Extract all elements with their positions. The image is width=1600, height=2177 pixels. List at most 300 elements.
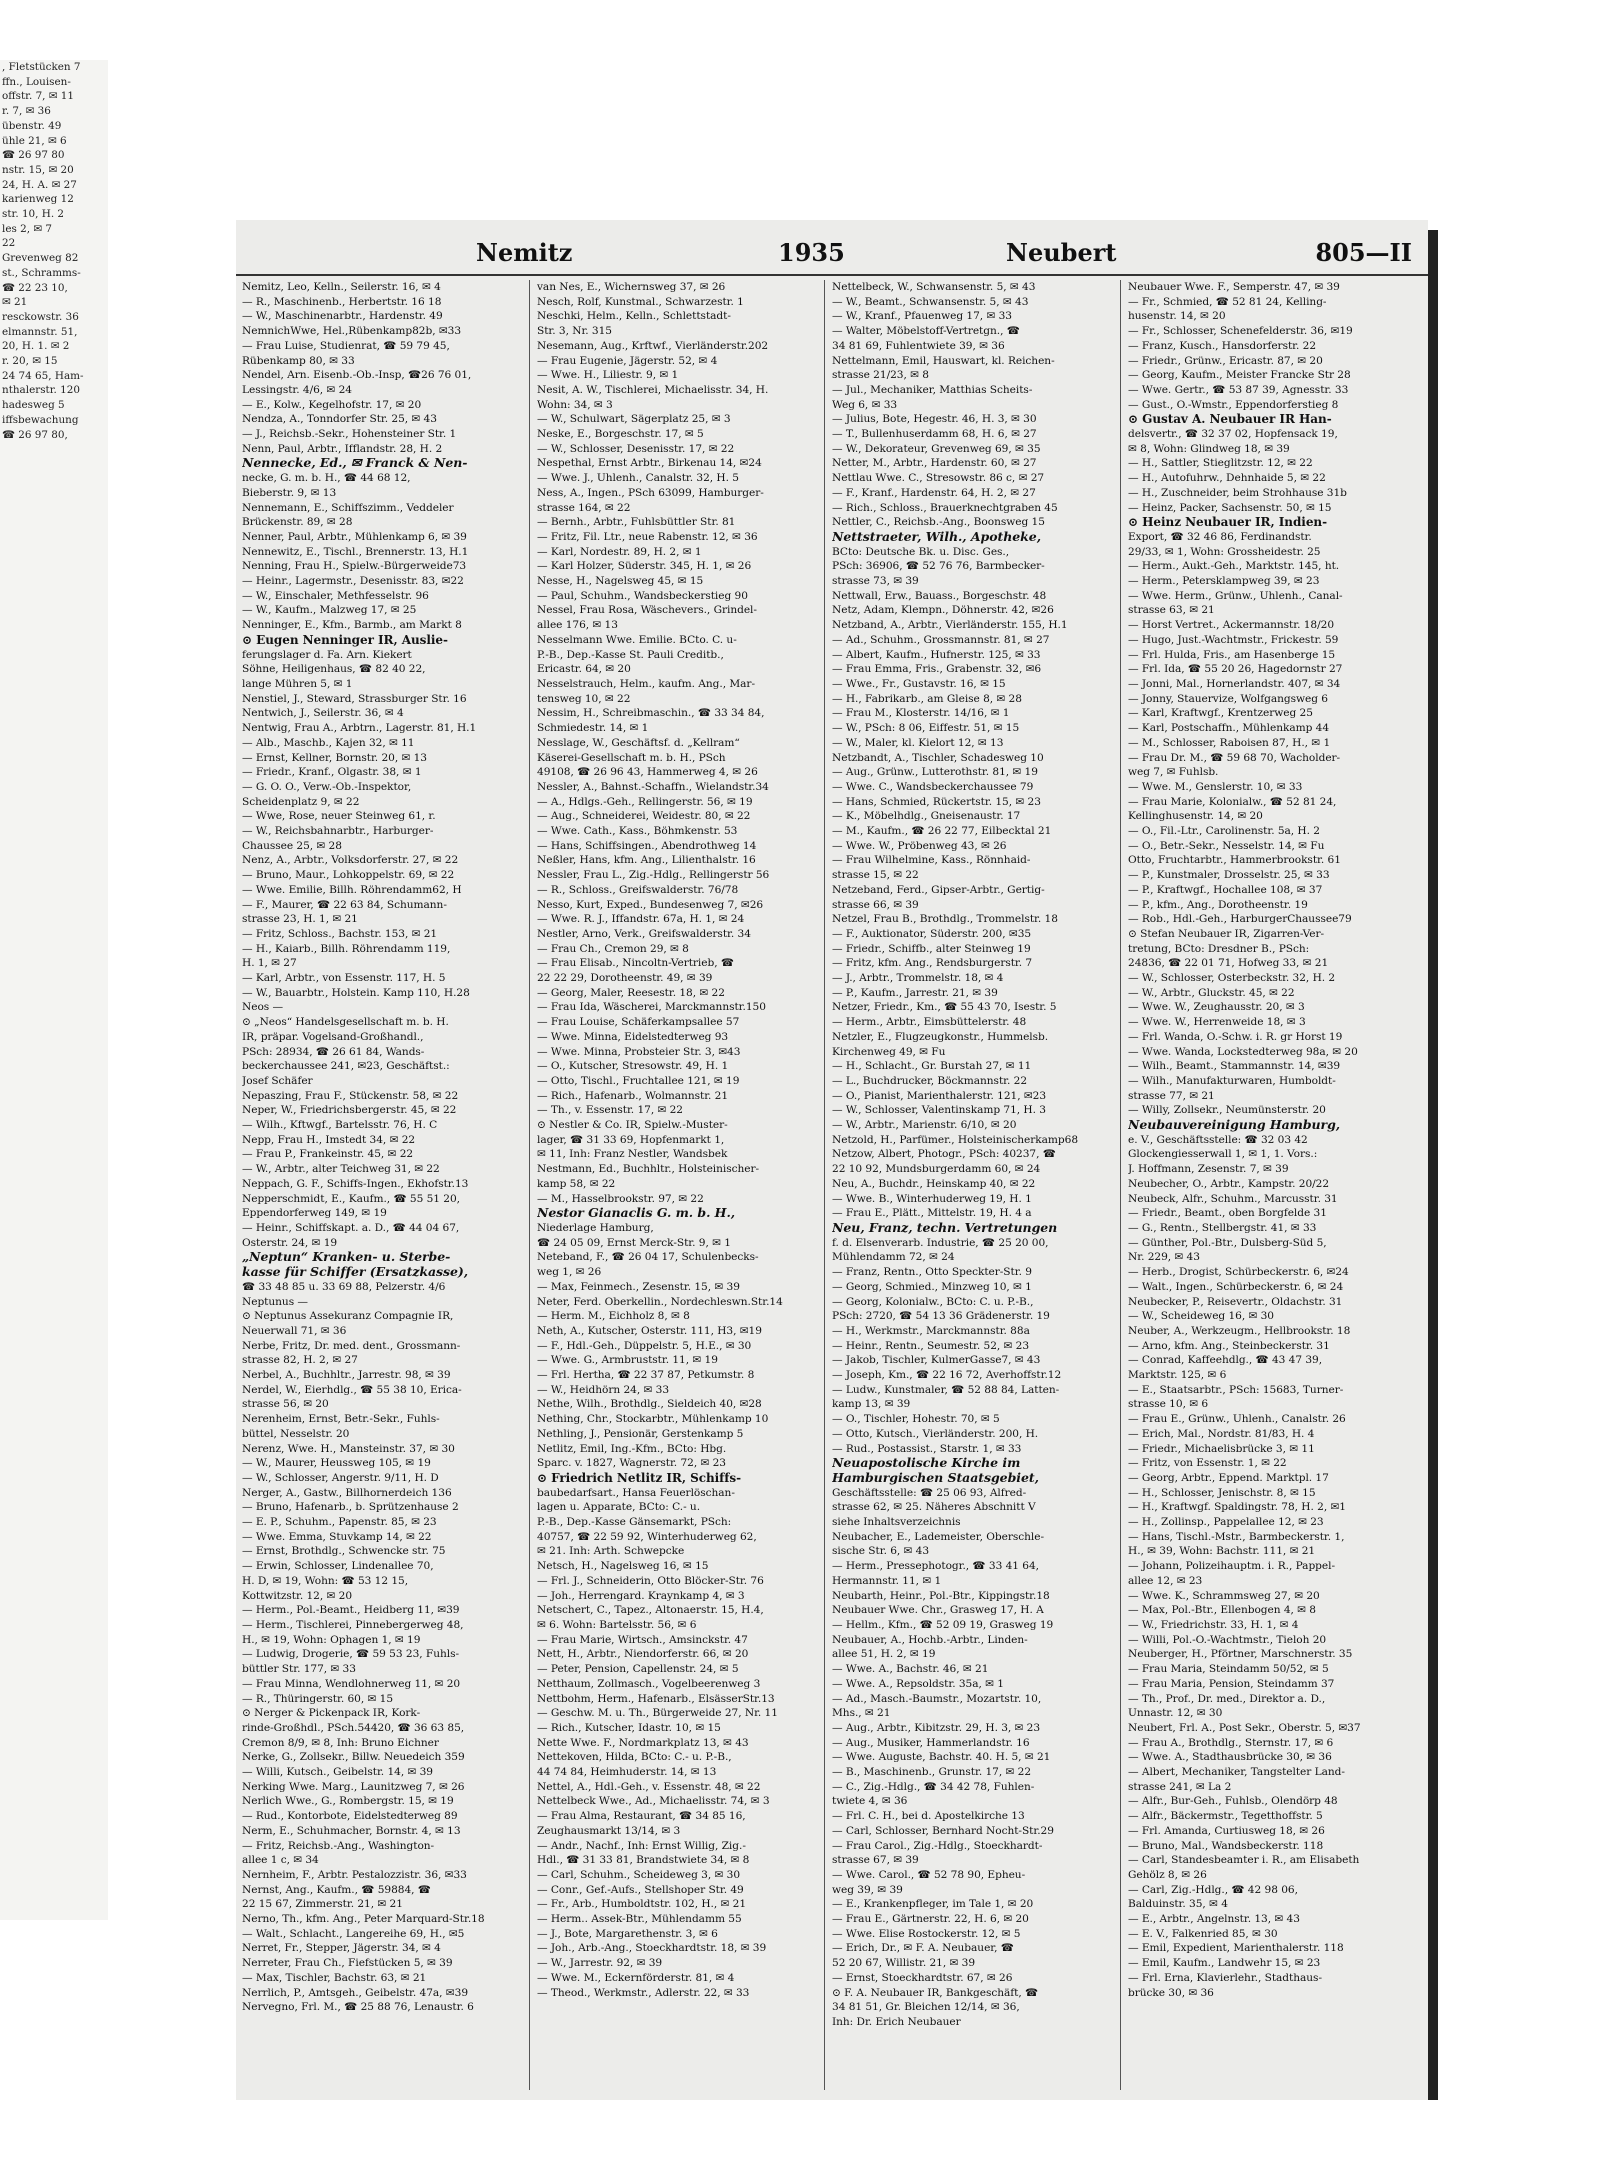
directory-entry: Nernst, Ang., Kaufm., ☎ 59884, ☎ [242, 1883, 431, 1896]
directory-entry: P.-B., Dep.-Kasse St. Pauli Creditb., [537, 648, 724, 661]
directory-entry: — Hans, Schmied, Rückertstr. 15, ✉ 23 [832, 795, 1041, 808]
directory-entry: — Aug., Arbtr., Kibitzstr. 29, H. 3, ✉ 23 [832, 1721, 1041, 1734]
directory-entry: — W., Friedrichstr. 33, H. 1, ✉ 4 [1128, 1618, 1299, 1631]
directory-entry: Inh: Dr. Erich Neubauer [832, 2015, 961, 2028]
directory-entry: — Fritz, von Essenstr. 1, ✉ 22 [1128, 1457, 1287, 1470]
directory-entry: sische Str. 6, ✉ 43 [832, 1545, 930, 1558]
directory-entry: Nessel, Frau Rosa, Wäschevers., Grindel- [537, 604, 757, 617]
directory-entry: — Jonni, Mal., Hornerlandstr. 407, ✉ 34 [1128, 677, 1341, 690]
directory-entry: Nennemann, E., Schiffszimm., Veddeler [242, 501, 454, 514]
directory-entry: — Herm., Tischlerei, Pinnebergerweg 48, [242, 1618, 464, 1631]
directory-entry: — Karl, Nordestr. 89, H. 2, ✉ 1 [537, 545, 702, 558]
directory-entry: — Wwe. G., Armbruststr. 11, ✉ 19 [537, 1354, 718, 1367]
directory-entry: Neth, A., Kutscher, Osterstr. 111, H3, ✉19 [537, 1324, 762, 1337]
directory-entry: — Frau Maria, Pension, Steindamm 37 [1128, 1677, 1335, 1690]
directory-entry: — Fritz, Reichsb.-Ang., Washington- [242, 1839, 435, 1852]
directory-entry: — Max, Feinmech., Zesenstr. 15, ✉ 39 [537, 1280, 740, 1293]
directory-entry: tensweg 10, ✉ 22 [537, 692, 631, 705]
directory-entry: — Frau Ida, Wäscherei, Marckmannstr.150 [537, 1001, 766, 1014]
directory-entry: P.-B., Dep.-Kasse Gänsemarkt, PSch: [537, 1516, 732, 1529]
directory-entry: — H., Zollinsp., Pappelallee 12, ✉ 23 [1128, 1516, 1324, 1529]
directory-entry: — Georg, Kaufm., Meister Francke Str 28 [1128, 369, 1351, 382]
columns [236, 280, 1428, 2090]
directory-entry: Neubert, Frl. A., Post Sekr., Oberstr. 5, ✉37 [1128, 1721, 1361, 1734]
directory-entry: — Frau Dr. M., ☎ 59 68 70, Wacholder- [1128, 751, 1341, 764]
directory-entry: — Erich, Mal., Nordstr. 81/83, H. 4 [1128, 1427, 1315, 1440]
directory-entry: — H., Schlacht., Gr. Burstah 27, ✉ 11 [832, 1060, 1032, 1073]
edge-line: resckowstr. 36 [2, 310, 79, 323]
edge-line: ✉ 21 [2, 296, 28, 309]
directory-entry: Marktstr. 125, ✉ 6 [1128, 1369, 1227, 1382]
directory-entry: strasse 164, ✉ 22 [537, 501, 631, 514]
directory-entry: — Frl. C. H., bei d. Apostelkirche 13 [832, 1810, 1025, 1823]
directory-entry: Nestmann, Ed., Buchhltr., Holsteinischer- [537, 1163, 760, 1176]
edge-line: les 2, ✉ 7 [2, 222, 52, 235]
directory-entry: Nerno, Th., kfm. Ang., Peter Marquard-Str.18 [242, 1913, 485, 1926]
directory-entry: — Ludw., Kunstmaler, ☎ 52 88 84, Latten- [832, 1383, 1060, 1396]
directory-entry: — Frau E., Grünw., Uhlenh., Canalstr. 26 [1128, 1413, 1346, 1426]
directory-entry: — Wwe. Minna, Probsteier Str. 3, ✉43 [537, 1045, 741, 1058]
directory-entry: Netzler, E., Flugzeugkonstr., Hummelsb. [832, 1030, 1049, 1043]
directory-entry: Nentwig, Frau A., Arbtrn., Lagerstr. 81, H.1 [242, 722, 477, 735]
directory-entry: — Wwe. W., Pröbenweg 43, ✉ 26 [832, 839, 1007, 852]
directory-entry: — R., Maschinenb., Herbertstr. 16 18 [242, 295, 442, 308]
directory-entry: Nesslage, W., Geschäftsf. d. „Kellram“ [537, 736, 740, 749]
directory-entry: — Carl, Schuhm., Scheideweg 3, ✉ 30 [537, 1868, 741, 1881]
directory-entry: — Frau Alma, Restaurant, ☎ 34 85 16, [537, 1810, 746, 1823]
directory-entry: — Carl, Schlosser, Bernhard Nocht-Str.29 [832, 1824, 1054, 1837]
column-4 [1128, 280, 1406, 2090]
directory-entry: — Frau P., Frankeinstr. 45, ✉ 22 [242, 1148, 414, 1161]
directory-entry: ⊙ Heinz Neubauer IR, Indien- [1128, 515, 1328, 530]
directory-entry: Neu, A., Buchdr., Heinskamp 40, ✉ 22 [832, 1177, 1036, 1190]
directory-entry: Geschäftsstelle: ☎ 25 06 93, Alfred- [832, 1486, 1027, 1499]
directory-entry: — H., Autofuhrw., Dehnhaide 5, ✉ 22 [1128, 472, 1326, 485]
directory-entry: — Frau Wilhelmine, Kass., Rönnhaid- [832, 854, 1031, 867]
directory-entry: ⊙ „Neos“ Handelsgesellschaft m. b. H. [242, 1016, 449, 1029]
directory-entry: — Frl. Wanda, O.-Schw. i. R. gr Horst 19 [1128, 1030, 1343, 1043]
directory-entry: Nenz, A., Arbtr., Volksdorferstr. 27, ✉ 22 [242, 854, 459, 867]
directory-entry: — Frl. J., Schneiderin, Otto Blöcker-Str. 76 [537, 1574, 764, 1587]
directory-entry: — Wwe. Emilie, Billh. Röhrendamm62, H [242, 883, 462, 896]
directory-entry: — Friedr., Michaelisbrücke 3, ✉ 11 [1128, 1442, 1315, 1455]
edge-line: 20, H. 1. ✉ 2 [2, 340, 70, 353]
directory-entry: — Karl, Arbtr., von Essenstr. 117, H. 5 [242, 972, 446, 985]
directory-entry: Eppendorferweg 149, ✉ 19 [242, 1207, 387, 1220]
directory-entry: — Wilh., Manufakturwaren, Humboldt- [1128, 1074, 1336, 1087]
directory-entry: Nestler, Arno, Verk., Greifswalderstr. 34 [537, 927, 751, 940]
directory-entry: — W., Bauarbtr., Holstein. Kamp 110, H.28 [242, 986, 470, 999]
directory-entry: — Rich., Schloss., Brauerknechtgraben 45 [832, 501, 1058, 514]
directory-entry: strasse 66, ✉ 39 [832, 898, 919, 911]
directory-entry: 34 81 51, Gr. Bleichen 12/14, ✉ 36, [832, 2001, 1020, 2014]
directory-entry: strasse 63, ✉ 21 [1128, 604, 1215, 617]
directory-entry: husenstr. 14, ✉ 20 [1128, 310, 1226, 323]
directory-entry: H., ✉ 39, Wohn: Bachstr. 111, ✉ 21 [1128, 1545, 1316, 1558]
edge-line: ühle 21, ✉ 6 [2, 134, 67, 147]
directory-entry: — Andr., Nachf., Inh: Ernst Willig, Zig.- [537, 1839, 746, 1852]
directory-entry: — Wwe. R. J., Iffandstr. 67a, H. 1, ✉ 24 [537, 913, 745, 926]
directory-entry: Nesemann, Aug., Krftwf., Vierländerstr.202 [537, 339, 769, 352]
directory-entry: — Max, Tischler, Bachstr. 63, ✉ 21 [242, 1971, 427, 1984]
directory-entry: „Neptun“ Kranken- u. Sterbe- [242, 1250, 451, 1265]
directory-entry: 29/33, ✉ 1, Wohn: Grossheidestr. 25 [1128, 545, 1321, 558]
directory-entry: — Ernst, Brothdlg., Schwencke str. 75 [242, 1545, 446, 1558]
directory-entry: Neos — [242, 1001, 284, 1014]
directory-entry: — Erwin, Schlosser, Lindenallee 70, [242, 1560, 434, 1573]
directory-entry: — Ernst, Stoeckhardtstr. 67, ✉ 26 [832, 1971, 1013, 1984]
edge-line: 22 [2, 237, 16, 250]
directory-entry: kasse für Schiffer (Ersatzkasse), [242, 1265, 469, 1280]
directory-entry: — Herm., Pol.-Beamt., Heidberg 11, ✉39 [242, 1604, 460, 1617]
directory-entry: ✉ 11, Inh: Franz Nestler, Wandsbek [537, 1148, 728, 1161]
directory-entry: Nerenheim, Ernst, Betr.-Sekr., Fuhls- [242, 1413, 440, 1426]
directory-entry: — P., kfm., Ang., Dorotheenstr. 19 [1128, 898, 1308, 911]
header-year: 1935 [778, 238, 845, 267]
directory-entry: — H., Sattler, Stieglitzstr. 12, ✉ 22 [1128, 457, 1313, 470]
directory-entry: Nettelbeck, W., Schwansenstr. 5, ✉ 43 [832, 281, 1036, 293]
directory-entry: Nerlich Wwe., G., Rombergstr. 15, ✉ 19 [242, 1795, 454, 1808]
directory-entry: — G., Rentn., Stellbergstr. 41, ✉ 33 [1128, 1222, 1317, 1234]
directory-entry: — Conr., Gef.-Aufs., Stellshoper Str. 49 [537, 1883, 744, 1896]
directory-entry: Netz, Adam, Klempn., Döhnerstr. 42, ✉26 [832, 604, 1054, 617]
edge-line: elmannstr. 51, [2, 325, 78, 338]
directory-entry: — H., Zuschneider, beim Strohhause 31b [1128, 486, 1347, 499]
directory-entry: büttel, Nesselstr. 20 [242, 1427, 350, 1440]
directory-entry: — Albert, Kaufm., Hufnerstr. 125, ✉ 33 [832, 648, 1041, 661]
directory-entry: Netlitz, Emil, Ing.-Kfm., BCto: Hbg. [537, 1442, 727, 1455]
directory-entry: Neubecker, P., Reisevertr., Oldachstr. 31 [1128, 1295, 1343, 1308]
directory-entry: Nerke, G., Zollsekr., Billw. Neuedeich 359 [242, 1751, 465, 1764]
directory-entry: — H., Fabrikarb., am Gleise 8, ✉ 28 [832, 692, 1022, 705]
directory-entry: lange Mühren 5, ✉ 1 [242, 677, 353, 690]
directory-entry: — Aug., Schneiderei, Weidestr. 80, ✉ 22 [537, 810, 751, 823]
directory-entry: Netzow, Albert, Photogr., PSch: 40237, ☎ [832, 1148, 1056, 1161]
directory-entry: Osterstr. 24, ✉ 19 [242, 1236, 338, 1249]
directory-entry: Netter, M., Arbtr., Hardenstr. 60, ✉ 27 [832, 457, 1037, 470]
directory-entry: Netzeband, Ferd., Gipser-Arbtr., Gertig- [832, 883, 1045, 896]
directory-entry: tretung, BCto: Dresdner B., PSch: [1128, 942, 1310, 955]
directory-entry: — E., Staatsarbtr., PSch: 15683, Turner- [1128, 1383, 1344, 1396]
directory-entry: Nemitz, Leo, Kelln., Seilerstr. 16, ✉ 4 [242, 281, 441, 293]
directory-entry: — A., Hdlgs.-Geh., Rellingerstr. 56, ✉ 19 [537, 795, 753, 808]
directory-entry: — Willy, Zollsekr., Neumünsterstr. 20 [1128, 1104, 1326, 1117]
directory-entry: strasse 56, ✉ 20 [242, 1398, 329, 1411]
directory-entry: — J., Reichsb.-Sekr., Hohensteiner Str. 1 [242, 428, 457, 441]
directory-entry: — Frau Marie, Wirtsch., Amsinckstr. 47 [537, 1633, 748, 1646]
directory-entry: — Joh., Arb.-Ang., Stoeckhardtstr. 18, ✉ 39 [537, 1942, 767, 1955]
directory-entry: Nett, H., Arbtr., Niendorferstr. 66, ✉ 20 [537, 1648, 749, 1661]
directory-entry: — Heinr., Rentn., Seumestr. 52, ✉ 23 [832, 1339, 1030, 1352]
directory-entry: büttler Str. 177, ✉ 33 [242, 1663, 356, 1676]
directory-entry: — Frl. Hulda, Fris., am Hasenberge 15 [1128, 648, 1336, 661]
directory-entry: — Albert, Mechaniker, Tangstelter Land- [1128, 1766, 1345, 1779]
directory-page [236, 220, 1428, 2100]
directory-entry: — L., Buchdrucker, Böckmannstr. 22 [832, 1074, 1028, 1087]
directory-entry: 44 74 84, Heimhuderstr. 14, ✉ 13 [537, 1766, 717, 1779]
directory-entry: — Ernst, Kellner, Bornstr. 20, ✉ 13 [242, 751, 427, 764]
directory-entry: — Frau Ch., Cremon 29, ✉ 8 [537, 942, 689, 955]
directory-entry: — E., Arbtr., Angelnstr. 13, ✉ 43 [1128, 1913, 1300, 1926]
directory-entry: Nenn, Paul, Arbtr., Ifflandstr. 28, H. 2 [242, 442, 443, 455]
directory-entry: — Wwe. C., Wandsbeckerchaussee 79 [832, 780, 1034, 793]
directory-entry: Neubecher, O., Arbtr., Kampstr. 20/22 [1128, 1177, 1330, 1190]
directory-entry: H. D, ✉ 19, Wohn: ☎ 53 12 15, [242, 1574, 409, 1587]
directory-entry: — Carl, Zig.-Hdlg., ☎ 42 98 06, [1128, 1883, 1298, 1896]
directory-entry: — W., Schlosser, Valentinskamp 71, H. 3 [832, 1104, 1046, 1117]
directory-entry: beckerchaussee 241, ✉23, Geschäftst.: [242, 1060, 450, 1073]
directory-entry: Cremon 8/9, ✉ 8, Inh: Bruno Eichner [242, 1736, 439, 1749]
directory-entry: Neter, Ferd. Oberkellin., Nordechleswn.Str.14 [537, 1295, 783, 1308]
directory-entry: — H., Kraftwgf. Spaldingstr. 78, H. 2, ✉1 [1128, 1501, 1346, 1514]
directory-entry: Scheidenplatz 9, ✉ 22 [242, 795, 360, 808]
directory-entry: Str. 3, Nr. 315 [537, 325, 612, 338]
directory-entry: — Alfr., Bur-Geh., Fuhlsb., Olendörp 48 [1128, 1795, 1338, 1808]
directory-entry: — Heinr., Lagermstr., Desenisstr. 83, ✉22 [242, 575, 464, 588]
directory-entry: Nethling, J., Pensionär, Gerstenkamp 5 [537, 1427, 744, 1440]
directory-entry: — Wwe. Herm., Grünw., Uhlenh., Canal- [1128, 589, 1343, 602]
directory-entry: Neske, E., Borgeschstr. 17, ✉ 5 [537, 428, 704, 441]
directory-entry: — J., Arbtr., Trommelstr. 18, ✉ 4 [832, 972, 1004, 985]
directory-entry: rinde-Großhdl., PSch.54420, ☎ 36 63 85, [242, 1721, 465, 1734]
directory-entry: — Wwe. M., Genslerstr. 10, ✉ 33 [1128, 780, 1303, 793]
directory-entry: — Wwe. M., Eckernförderstr. 81, ✉ 4 [537, 1971, 735, 1984]
directory-entry: — Franz, Kusch., Hansdorferstr. 22 [1128, 339, 1317, 352]
directory-entry: — Wilh., Kftwgf., Bartelsstr. 76, H. C [242, 1119, 438, 1132]
directory-entry: — Bernh., Arbtr., Fuhlsbüttler Str. 81 [537, 516, 736, 529]
directory-entry: NemnichWwe, Hel.,Rübenkamp82b, ✉33 [242, 325, 462, 338]
column-2 [537, 280, 815, 2090]
directory-entry: 22 10 92, Mundsburgerdamm 60, ✉ 24 [832, 1163, 1041, 1176]
directory-entry: Sparc. v. 1827, Wagnerstr. 72, ✉ 23 [537, 1457, 726, 1470]
directory-entry: — W., Dekorateur, Grevenweg 69, ✉ 35 [832, 442, 1041, 455]
directory-entry: Brückenstr. 89, ✉ 28 [242, 516, 353, 529]
directory-entry: — R., Thüringerstr. 60, ✉ 15 [242, 1692, 394, 1705]
directory-entry: — T., Bullenhuserdamm 68, H. 6, ✉ 27 [832, 428, 1037, 441]
directory-entry: ⊙ Nerger & Pickenpack IR, Kork- [242, 1707, 421, 1720]
directory-entry: — Frau Louise, Schäferkampsallee 57 [537, 1016, 740, 1029]
directory-entry: Neteband, F., ☎ 26 04 17, Schulenbecks- [537, 1251, 759, 1264]
directory-entry: — Th., v. Essenstr. 17, ✉ 22 [537, 1104, 683, 1117]
directory-entry: Nendel, Arn. Eisenb.-Ob.-Insp, ☎26 76 01, [242, 369, 472, 382]
directory-entry: Nettlau Wwe. C., Stresowstr. 86 c, ✉ 27 [832, 472, 1045, 485]
directory-entry: — Wwe. W., Zeughausstr. 20, ✉ 3 [1128, 1001, 1305, 1014]
directory-entry: — Georg, Schmied., Minzweg 10, ✉ 1 [832, 1280, 1032, 1293]
directory-entry: Nernheim, F., Arbtr. Pestalozzistr. 36, ✉33 [242, 1868, 467, 1881]
directory-entry: — O., Fil.-Ltr., Carolinenstr. 5a, H. 2 [1128, 825, 1320, 838]
directory-entry: Mhs., ✉ 21 [832, 1707, 891, 1720]
directory-entry: — Karl, Postschaffn., Mühlenkamp 44 [1128, 722, 1330, 735]
directory-entry: — Conrad, Kaffeehdlg., ☎ 43 47 39, [1128, 1354, 1323, 1367]
directory-entry: ☎ 24 05 09, Ernst Merck-Str. 9, ✉ 1 [537, 1236, 731, 1249]
directory-entry: — W., Reichsbahnarbtr., Harburger- [242, 825, 434, 838]
directory-entry: — F., Hdl.-Geh., Düppelstr. 5, H.E., ✉ 30 [537, 1339, 752, 1352]
directory-entry: Nepperschmidt, E., Kaufm., ☎ 55 51 20, [242, 1192, 460, 1205]
directory-entry: — Fr., Arb., Humboldtstr. 102, H., ✉ 21 [537, 1898, 747, 1911]
edge-line: hadesweg 5 [2, 399, 65, 412]
directory-entry: — K., Möbelhdlg., Gneisenaustr. 17 [832, 810, 1021, 823]
directory-entry: — H., Werkmstr., Marckmannstr. 88a [832, 1324, 1030, 1337]
directory-entry: — O., Pianist, Marienthalerstr. 121, ✉23 [832, 1089, 1047, 1102]
directory-entry: Nettekoven, Hilda, BCto: C.- u. P.-B., [537, 1751, 732, 1764]
directory-entry: — Frau Carol., Zig.-Hdlg., Stoeckhardt- [832, 1839, 1043, 1852]
directory-entry: Nennecke, Ed., ✉ Franck & Nen- [242, 456, 468, 471]
directory-entry: H., ✉ 19, Wohn: Ophagen 1, ✉ 19 [242, 1633, 421, 1646]
directory-entry: weg 7, ✉ Fuhlsb. [1128, 766, 1219, 779]
directory-entry: — Wwe. Minna, Eidelstedterweg 93 [537, 1030, 729, 1043]
directory-entry: — Wwe. J., Uhlenh., Canalstr. 32, H. 5 [537, 472, 739, 485]
directory-entry: strasse 77, ✉ 21 [1128, 1089, 1215, 1102]
directory-entry: — W., Schlosser, Osterbeckstr. 32, H. 2 [1128, 972, 1336, 985]
directory-entry: Nesch, Rolf, Kunstmal., Schwarzestr. 1 [537, 295, 744, 308]
directory-entry: — W., Schlosser, Desenisstr. 17, ✉ 22 [537, 442, 735, 455]
directory-entry: Nettbohm, Herm., Hafenarb., ElsässerStr.13 [537, 1692, 775, 1705]
directory-entry: — Aug., Musiker, Hammerlandstr. 16 [832, 1736, 1030, 1749]
directory-entry: Netschert, C., Tapez., Altonaerstr. 15, H.4, [537, 1604, 764, 1617]
directory-entry: — Horst Vertret., Ackermannstr. 18/20 [1128, 619, 1335, 632]
directory-entry: Netzel, Frau B., Brothdlg., Trommelstr. 18 [832, 913, 1058, 926]
edge-line: übenstr. 49 [2, 119, 62, 132]
directory-entry: Nettel, A., Hdl.-Geh., v. Essenstr. 48, ✉ 22 [537, 1780, 761, 1793]
directory-entry: — F., Kranf., Hardenstr. 64, H. 2, ✉ 27 [832, 486, 1036, 499]
directory-entry: — Bruno, Maur., Lohkoppelstr. 69, ✉ 22 [242, 869, 455, 882]
directory-entry: — E., Kolw., Kegelhofstr. 17, ✉ 20 [242, 398, 422, 411]
directory-entry: ⊙ Nestler & Co. IR, Spielw.-Muster- [537, 1119, 728, 1132]
directory-entry: — Otto, Kutsch., Vierländerstr. 200, H. [832, 1427, 1039, 1440]
directory-entry: — Frau Luise, Studienrat, ☎ 59 79 45, [242, 339, 450, 352]
directory-entry: — Wilh., Beamt., Stammannstr. 14, ✉39 [1128, 1060, 1341, 1073]
directory-entry: lagen u. Apparate, BCto: C.- u. [537, 1501, 701, 1514]
directory-entry: van Nes, E., Wichernsweg 37, ✉ 26 [537, 281, 726, 293]
directory-entry: — Paul, Schuhm., Wandsbeckerstieg 90 [537, 589, 748, 602]
directory-entry: kamp 58, ✉ 22 [537, 1177, 616, 1190]
directory-entry: Nething, Chr., Stockarbtr., Mühlenkamp 10 [537, 1413, 769, 1426]
directory-entry: — Wwe. Auguste, Bachstr. 40. H. 5, ✉ 21 [832, 1751, 1051, 1764]
directory-entry: — Wwe. A., Stadthausbrücke 30, ✉ 36 [1128, 1751, 1332, 1764]
directory-entry: — Friedr., Schiffb., alter Steinweg 19 [832, 942, 1031, 955]
directory-entry: ☎ 33 48 85 u. 33 69 88, Pelzerstr. 4/6 [242, 1280, 446, 1293]
column-3 [832, 280, 1110, 2090]
directory-entry: allee 12, ✉ 23 [1128, 1574, 1203, 1587]
directory-entry: Nerger, A., Gastw., Billhornerdeich 136 [242, 1486, 452, 1499]
directory-entry: — Otto, Tischl., Fruchtallee 121, ✉ 19 [537, 1074, 740, 1087]
directory-entry: Neubarth, Heinr., Pol.-Btr., Kippingstr.18 [832, 1589, 1050, 1602]
directory-entry: — W., Arbtr., Marienstr. 6/10, ✉ 20 [832, 1119, 1017, 1132]
edge-line: 24, H. A. ✉ 27 [2, 178, 77, 191]
directory-entry: — Frau Minna, Wendlohnerweg 11, ✉ 20 [242, 1677, 461, 1690]
directory-entry: Mühlendamm 72, ✉ 24 [832, 1251, 955, 1264]
directory-entry: — Rich., Kutscher, Idastr. 10, ✉ 15 [537, 1721, 721, 1734]
directory-entry: — Alfr., Bäckermstr., Tegetthoffstr. 5 [1128, 1810, 1323, 1823]
directory-entry: — Herm., Petersklampweg 39, ✉ 23 [1128, 575, 1320, 588]
directory-entry: — Hellm., Kfm., ☎ 52 09 19, Grasweg 19 [832, 1618, 1054, 1631]
directory-entry: — M., Hasselbrookstr. 97, ✉ 22 [537, 1192, 704, 1205]
header-first-name: Nemitz [476, 238, 573, 267]
directory-entry: — Herm. M., Eichholz 8, ✉ 8 [537, 1310, 690, 1323]
directory-entry: Nervegno, Frl. M., ☎ 25 88 76, Lenaustr. 6 [242, 2001, 474, 2014]
directory-entry: — M., Schlosser, Raboisen 87, H., ✉ 1 [1128, 736, 1331, 749]
directory-entry: — Willi, Pol.-O.-Wachtmstr., Tieloh 20 [1128, 1633, 1327, 1646]
directory-entry: — Herm.. Assek-Btr., Mühlendamm 55 [537, 1913, 742, 1926]
directory-entry: Nestor Gianaclis G. m. b. H., [537, 1206, 736, 1221]
directory-entry: — R., Schloss., Greifswalderstr. 76/78 [537, 883, 739, 896]
directory-entry: — W., Einschaler, Methfesselstr. 96 [242, 589, 429, 602]
directory-entry: — Wwe. Elise Rostockerstr. 12, ✉ 5 [832, 1927, 1021, 1940]
directory-entry: Neuberger, H., Pförtner, Marschnerstr. 35 [1128, 1648, 1353, 1661]
directory-entry: — Heinr., Schiffskapt. a. D., ☎ 44 04 67, [242, 1222, 460, 1234]
directory-entry: — Wwe. A., Repsoldstr. 35a, ✉ 1 [832, 1677, 1004, 1690]
directory-entry: — Frau Eugenie, Jägerstr. 52, ✉ 4 [537, 354, 718, 367]
directory-entry: — Wwe. H., Liliestr. 9, ✉ 1 [537, 369, 679, 382]
directory-entry: Weg 6, ✉ 33 [832, 398, 898, 411]
page-number: 805—II [1315, 238, 1412, 267]
directory-entry: weg 1, ✉ 26 [537, 1266, 602, 1279]
directory-entry: — G. O. O., Verw.-Ob.-Inspektor, [242, 780, 412, 793]
directory-entry: — Frau Emma, Fris., Grabenstr. 32, ✉6 [832, 663, 1042, 676]
directory-entry: — Bruno, Mal., Wandsbeckerstr. 118 [1128, 1839, 1324, 1852]
directory-entry: ✉ 8, Wohn: Glindweg 18, ✉ 39 [1128, 442, 1290, 455]
directory-entry: strasse 73, ✉ 39 [832, 575, 919, 588]
directory-entry: — Jakob, Tischler, KulmerGasse7, ✉ 43 [832, 1354, 1041, 1367]
edge-line: iffsbewachung [2, 413, 79, 426]
directory-entry: Neper, W., Friedrichsbergerstr. 45, ✉ 22 [242, 1104, 457, 1117]
directory-entry: — Wwe. Gertr., ☎ 53 87 39, Agnesstr. 33 [1128, 383, 1349, 396]
directory-entry: Hermannstr. 11, ✉ 1 [832, 1574, 942, 1587]
edge-line: ☎ 26 97 80 [2, 149, 65, 162]
directory-entry: — Frau Maria, Steindamm 50/52, ✉ 5 [1128, 1663, 1329, 1676]
directory-entry: — B., Maschinenb., Grunstr. 17, ✉ 22 [832, 1766, 1032, 1779]
directory-entry: Nethe, Wilh., Brothdlg., Sieldeich 40, ✉28 [537, 1398, 762, 1411]
directory-entry: — Ad., Schuhm., Grossmannstr. 81, ✉ 27 [832, 633, 1050, 646]
directory-entry: — Arno, kfm. Ang., Steinbeckerstr. 31 [1128, 1339, 1330, 1352]
directory-entry: strasse 62, ✉ 25. Näheres Abschnitt V [832, 1501, 1036, 1514]
directory-entry: Nennewitz, E., Tischl., Brennerstr. 13, H.1 [242, 545, 469, 558]
directory-entry: IR, präpar. Vogelsand-Großhandl., [242, 1030, 424, 1043]
edge-line: ☎ 26 97 80, [2, 428, 68, 441]
directory-entry: Nepaszing, Frau F., Stückenstr. 58, ✉ 22 [242, 1089, 459, 1102]
directory-entry: — Karl Holzer, Süderstr. 345, H. 1, ✉ 26 [537, 560, 752, 573]
directory-entry: Neptunus — [242, 1295, 308, 1308]
directory-entry: — P., Kraftwgf., Hochallee 108, ✉ 37 [1128, 883, 1323, 896]
directory-entry: 49108, ☎ 26 96 43, Hammerweg 4, ✉ 26 [537, 766, 758, 779]
directory-entry: — Wwe. B., Winterhuderweg 19, H. 1 [832, 1192, 1032, 1205]
directory-entry: strasse 23, H. 1, ✉ 21 [242, 913, 358, 926]
directory-entry: 24836, ☎ 22 01 71, Hofweg 33, ✉ 21 [1128, 957, 1329, 970]
directory-entry: — Rud., Kontorbote, Eidelstedterweg 89 [242, 1810, 458, 1823]
directory-entry: Nesselmann Wwe. Emilie. BCto. C. u- [537, 633, 737, 646]
directory-entry: — Fritz, Schloss., Bachstr. 153, ✉ 21 [242, 927, 438, 940]
directory-entry: — Wwe., Fr., Gustavstr. 16, ✉ 15 [832, 677, 1006, 690]
directory-entry: — Gust., O.-Wmstr., Eppendorferstieg 8 [1128, 398, 1339, 411]
directory-entry: Neßler, Hans, kfm. Ang., Lilienthalstr. 16 [537, 854, 756, 867]
running-header [236, 234, 1428, 274]
edge-line: r. 20, ✉ 15 [2, 355, 58, 368]
directory-entry: — E. P., Schuhm., Papenstr. 85, ✉ 23 [242, 1516, 437, 1529]
directory-entry: Balduinstr. 35, ✉ 4 [1128, 1898, 1228, 1911]
directory-entry: Nenning, Frau H., Spielw.-Bürgerweide73 [242, 560, 467, 573]
directory-entry: Hdl., ☎ 31 33 81, Brandstwiete 34, ✉ 8 [537, 1854, 750, 1867]
directory-entry: strasse 15, ✉ 22 [832, 869, 919, 882]
directory-entry: Nentwich, J., Seilerstr. 36, ✉ 4 [242, 707, 404, 720]
directory-entry: Nepp, Frau H., Imstedt 34, ✉ 22 [242, 1133, 416, 1146]
directory-entry: — Frl. Erna, Klavierlehr., Stadthaus- [1128, 1971, 1322, 1984]
directory-entry: Neuapostolische Kirche im [832, 1456, 1021, 1471]
edge-line: nthalerstr. 120 [2, 384, 80, 397]
directory-entry: — Herm., Pressephotogr., ☎ 33 41 64, [832, 1560, 1039, 1573]
directory-entry: — Erich, Dr., ✉ F. A. Neubauer, ☎ [832, 1942, 1014, 1955]
directory-entry: Kirchenweg 49, ✉ Fu [832, 1045, 946, 1058]
directory-entry: strasse 10, ✉ 6 [1128, 1398, 1209, 1411]
